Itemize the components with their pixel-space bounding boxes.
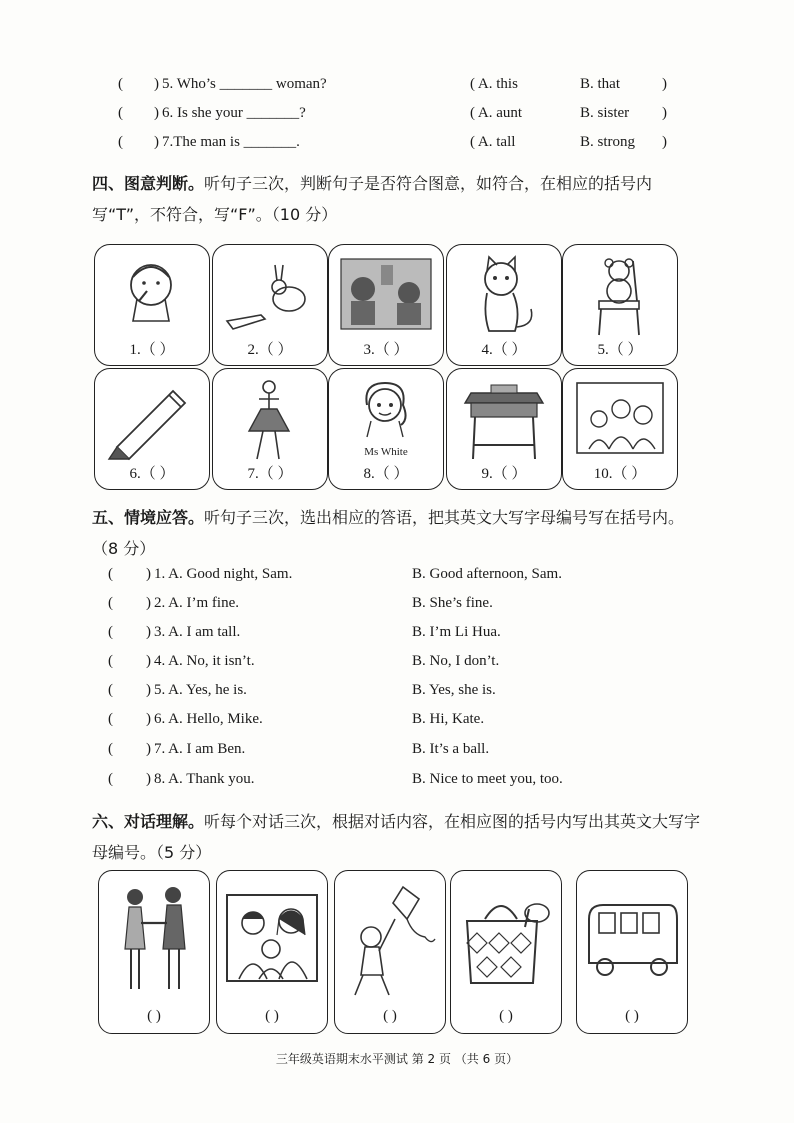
section4-instruction: 听句子三次，判断句子是否符合图意，如符合，在相应的括号内写“T”，不符合，写“F”。（10 分） [92,174,653,224]
section5-heading [92,502,702,564]
answer-paren-open[interactable]: ( [108,711,113,727]
option-b: B. strong [580,134,636,150]
response-row [108,771,708,799]
option-close-paren: ) [662,134,667,150]
answer-paren-open[interactable]: ( [108,771,113,787]
section4-heading [92,168,702,230]
option-a: 8. A. Thank you. [154,771,255,787]
classroom-icon [337,251,435,339]
answer-paren-close[interactable]: ) [146,566,151,582]
dialogue-box-3 [334,870,446,1034]
option-a: 2. A. I’m fine. [154,595,239,611]
picture-answer-label[interactable]: ( ) [265,1008,279,1024]
option-b: B. Good afternoon, Sam. [412,566,562,582]
picture-answer-label[interactable]: 6.（ ） [129,466,175,482]
answer-paren-close[interactable]: ) [146,711,151,727]
family-photo-icon [571,375,669,463]
answer-paren-close[interactable]: ) [146,682,151,698]
section5-instruction: 听句子三次，选出相应的答语，把其英文大写字母编号写在括号内。（8 分） [92,508,685,558]
picture-answer-label[interactable]: 7.（ ） [247,466,293,482]
answer-paren-open[interactable]: ( [118,76,123,92]
section6-instruction: 听每个对话三次，根据对话内容，在相应图的括号内写出其英文大写字母编号。（5 分） [92,812,701,862]
picture-answer-label[interactable]: 3.（ ） [363,342,409,358]
answer-paren-open[interactable]: ( [108,595,113,611]
picture-box-9 [446,368,562,490]
option-b: B. Nice to meet you, too. [412,771,563,787]
page-footer: 三年级英语期末水平测试 第 2 页 （共 6 页） [275,1052,519,1066]
ms-white-icon [337,375,435,463]
option-a: ( A. tall [470,134,516,150]
dancer-icon [221,375,319,463]
answer-paren-close[interactable]: ) [146,595,151,611]
dialogue-box-1 [98,870,210,1034]
response-row [108,595,708,623]
option-a: ( A. this [470,76,518,92]
option-a: 7. A. I am Ben. [154,741,246,757]
picture-box-4 [446,244,562,366]
desk-icon [455,375,553,463]
picture-box-8 [328,368,444,490]
answer-paren-open[interactable]: ( [108,682,113,698]
picture-box-10 [562,368,678,490]
answer-paren-open[interactable]: ( [118,105,123,121]
question-row [118,134,678,160]
option-a: 4. A. No, it isn’t. [154,653,255,669]
answer-paren-close[interactable]: ) [146,771,151,787]
dialogue-box-4 [450,870,562,1034]
picture-box-3 [328,244,444,366]
answer-paren-close[interactable]: ) [146,741,151,757]
option-a: 5. A. Yes, he is. [154,682,247,698]
answer-paren-open[interactable]: ( [108,741,113,757]
picture-answer-label[interactable]: ( ) [499,1008,513,1024]
picture-box-2 [212,244,328,366]
picture-answer-label[interactable]: 9.（ ） [481,466,527,482]
bus-icon [583,879,681,1005]
picture-answer-label[interactable]: ( ) [383,1008,397,1024]
dialogue-box-5 [576,870,688,1034]
option-b: B. No, I don’t. [412,653,500,669]
answer-paren-close[interactable]: ) [154,76,159,92]
picture-answer-label[interactable]: 10.（ ） [593,466,647,482]
option-close-paren: ) [662,105,667,121]
answer-paren-open[interactable]: ( [118,134,123,150]
option-a: 3. A. I am tall. [154,624,241,640]
option-b: B. It’s a ball. [412,741,490,757]
option-a: 6. A. Hello, Mike. [154,711,263,727]
response-row [108,566,708,594]
section5-title: 五、情境应答。 [92,508,205,527]
girl-nose-icon [103,251,201,339]
picture-answer-label[interactable]: 8.（ ） [363,466,409,482]
option-b: B. Hi, Kate. [412,711,485,727]
option-a: ( A. aunt [470,105,523,121]
section6-heading [92,806,702,868]
picture-answer-label[interactable]: 2.（ ） [247,342,293,358]
pencil-icon [103,375,201,463]
handshake-icon [105,879,203,1005]
response-row [108,682,708,710]
ms-white-caption: Ms White [364,446,408,458]
option-b: B. that [580,76,620,92]
answer-paren-close[interactable]: ) [154,134,159,150]
option-close-paren: ) [662,76,667,92]
option-b: B. I’m Li Hua. [412,624,501,640]
response-row [108,711,708,739]
answer-paren-close[interactable]: ) [146,624,151,640]
response-row [108,653,708,681]
dog-in-bag-icon [457,879,555,1005]
cat-icon [455,251,553,339]
question-stem: 6. Is she your _______? [162,105,306,121]
picture-box-1 [94,244,210,366]
answer-paren-close[interactable]: ) [154,105,159,121]
picture-answer-label[interactable]: ( ) [625,1008,639,1024]
option-a: 1. A. Good night, Sam. [154,566,293,582]
bear-on-chair-icon [571,251,669,339]
option-b: B. Yes, she is. [412,682,496,698]
answer-paren-close[interactable]: ) [146,653,151,669]
picture-answer-label[interactable]: ( ) [147,1008,161,1024]
picture-answer-label[interactable]: 4.（ ） [481,342,527,358]
response-row [108,741,708,769]
response-row [108,624,708,652]
section4-title: 四、图意判断。 [92,174,205,193]
boy-kite-icon [341,879,439,1005]
answer-paren-open[interactable]: ( [108,566,113,582]
picture-box-5 [562,244,678,366]
option-b: B. She’s fine. [412,595,493,611]
picture-box-7 [212,368,328,490]
picture-answer-label[interactable]: 5.（ ） [597,342,643,358]
question-stem: 7.The man is _______. [162,134,300,150]
dialogue-box-2 [216,870,328,1034]
family-portrait-icon [223,879,321,1005]
answer-paren-open[interactable]: ( [108,653,113,669]
question-row [118,76,678,102]
rabbit-icon [221,251,319,339]
section6-title: 六、对话理解。 [92,812,205,831]
answer-paren-open[interactable]: ( [108,624,113,640]
question-stem: 5. Who’s _______ woman? [162,76,327,92]
option-b: B. sister [580,105,630,121]
question-row [118,105,678,131]
picture-box-6 [94,368,210,490]
picture-answer-label[interactable]: 1.（ ） [129,342,175,358]
